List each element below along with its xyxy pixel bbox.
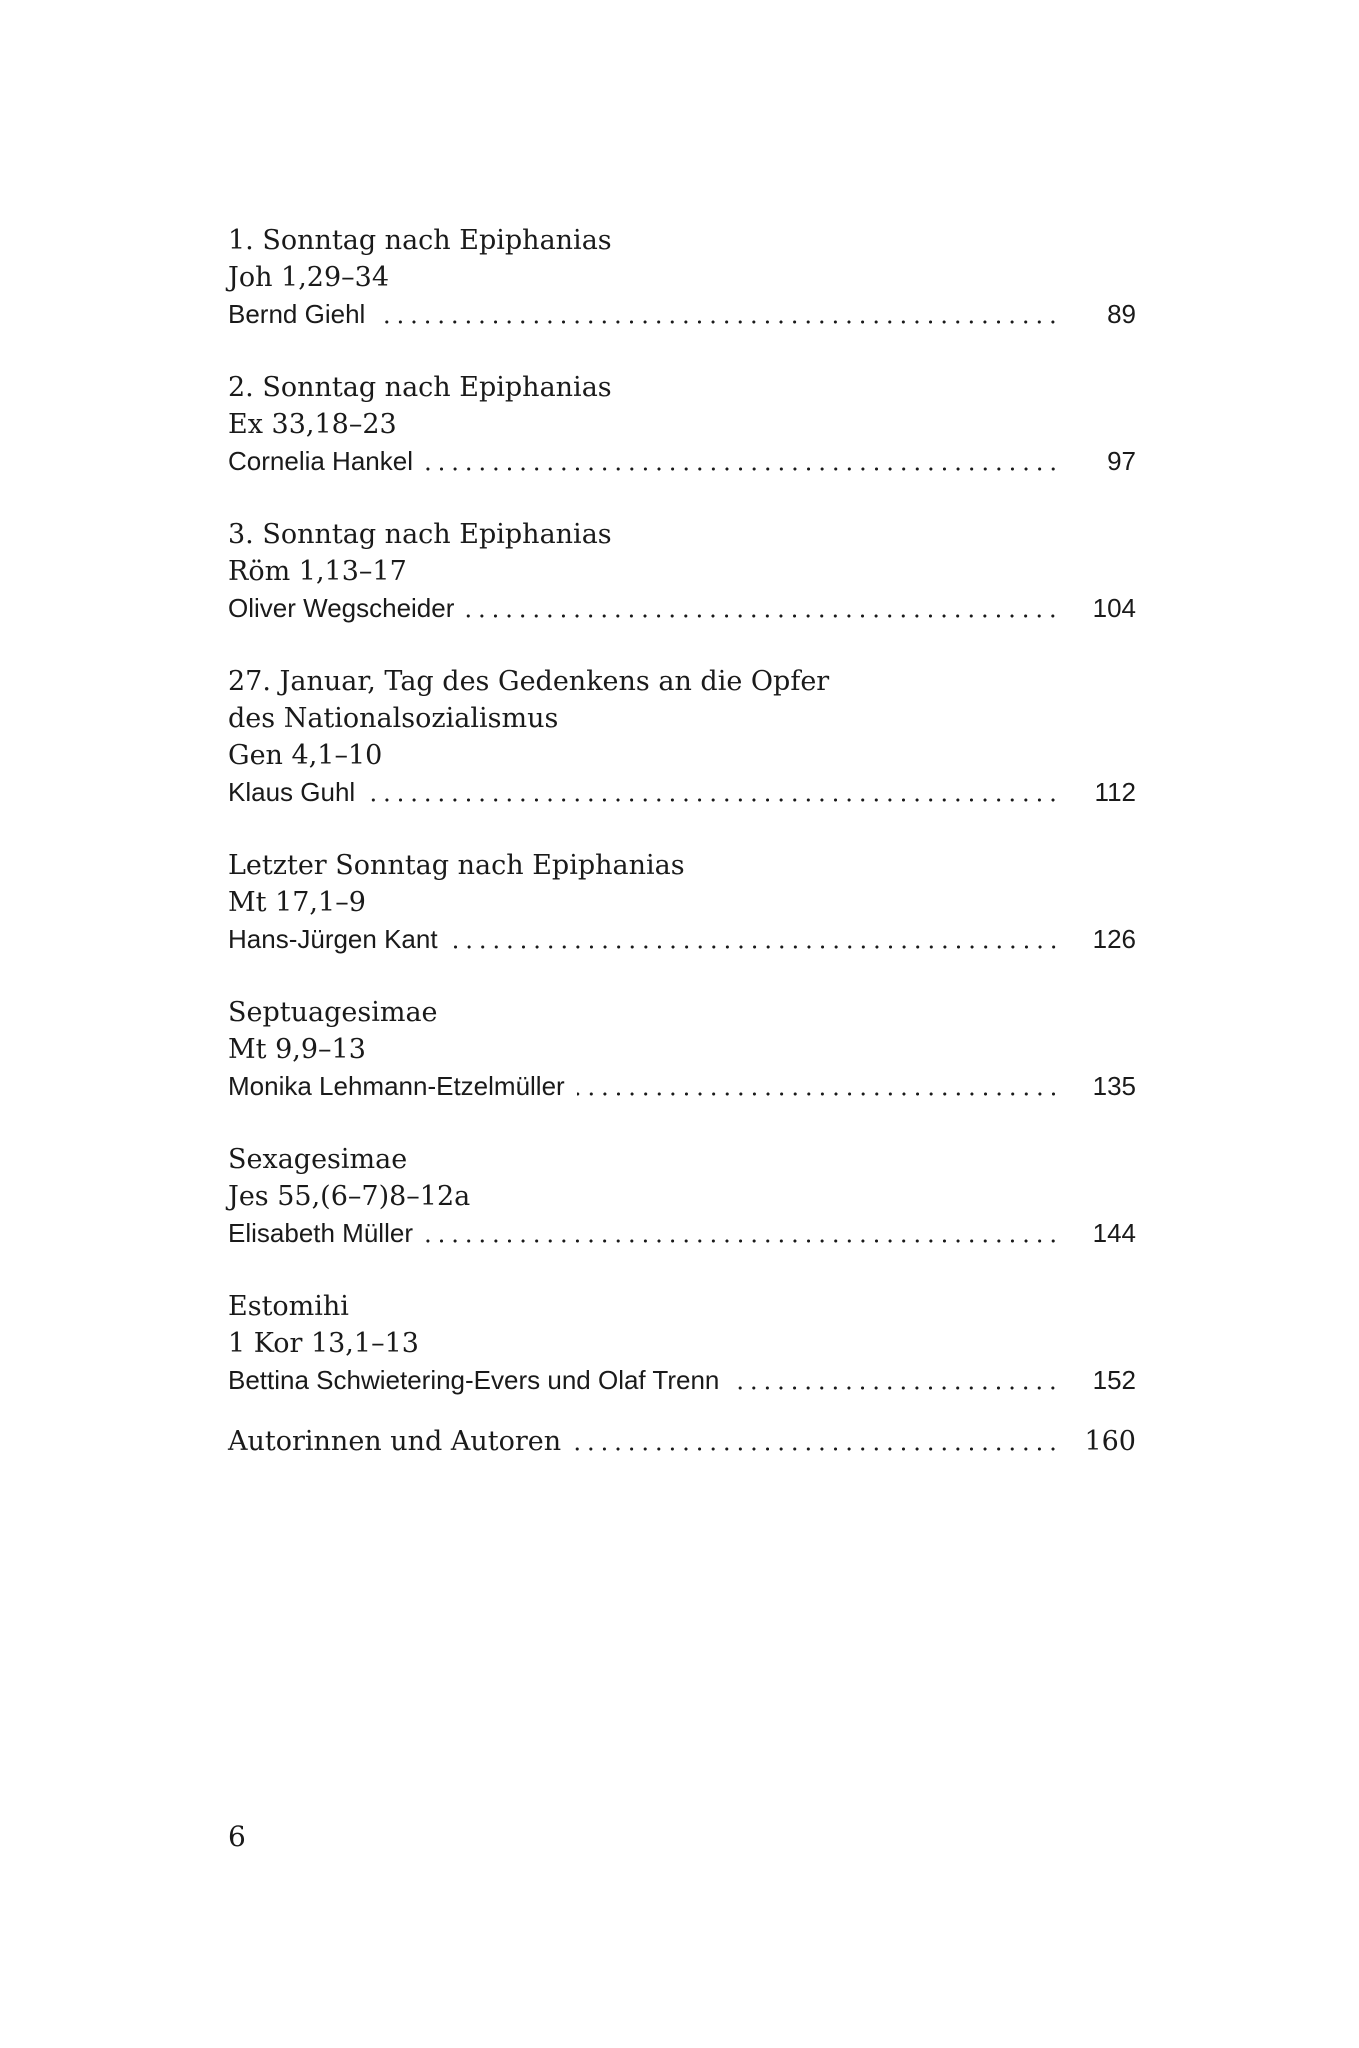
dot-leader	[577, 1092, 1060, 1096]
author-name: Monika Lehmann-Etzelmüller	[228, 1071, 565, 1101]
author-name: Bernd Giehl	[228, 299, 366, 329]
toc-entry	[228, 516, 1136, 627]
entry-title: Letzter Sonntag nach Epiphanias	[228, 850, 685, 881]
page-reference: 89	[1107, 299, 1136, 329]
bible-reference: Ex 33,18–23	[228, 409, 397, 440]
dot-leader	[367, 798, 1060, 802]
page-number: 6	[228, 1820, 246, 1853]
entry-title: Sexagesimae	[228, 1144, 408, 1175]
page-reference: 126	[1092, 924, 1136, 954]
toc-entry	[228, 369, 1136, 480]
bible-reference: 1 Kor 13,1–13	[228, 1328, 419, 1359]
table-of-contents	[228, 222, 1136, 1460]
author-name: Klaus Guhl	[228, 777, 356, 807]
dot-leader	[450, 945, 1060, 949]
bible-reference: Joh 1,29–34	[228, 262, 390, 293]
page-reference: 112	[1094, 777, 1136, 807]
page-reference: 97	[1107, 446, 1136, 476]
dot-leader	[466, 614, 1060, 618]
entry-title: 2. Sonntag nach Epiphanias	[228, 372, 612, 403]
entry-title: 3. Sonntag nach Epiphanias	[228, 519, 612, 550]
toc-entry	[228, 1141, 1136, 1252]
author-row	[228, 1215, 1136, 1252]
toc-entry	[228, 663, 1136, 811]
author-name: Cornelia Hankel	[228, 446, 413, 476]
entry-title: Estomihi	[228, 1291, 349, 1322]
entry-title: 27. Januar, Tag des Gedenkens an die Opfer	[228, 666, 830, 697]
author-row	[228, 921, 1136, 958]
page-reference: 104	[1092, 593, 1136, 623]
entry-title: 1. Sonntag nach Epiphanias	[228, 225, 612, 256]
closing-entry-title: Autorinnen und Autoren	[228, 1426, 562, 1457]
author-name: Hans-Jürgen Kant	[228, 924, 438, 954]
author-row	[228, 590, 1136, 627]
entry-title-continued: des Nationalsozialismus	[228, 703, 559, 734]
dot-leader	[425, 1239, 1060, 1243]
dot-leader	[731, 1386, 1060, 1390]
author-name: Elisabeth Müller	[228, 1218, 413, 1248]
toc-entry	[228, 222, 1136, 333]
toc-entry	[228, 847, 1136, 958]
bible-reference: Röm 1,13–17	[228, 556, 407, 587]
closing-entry	[228, 1423, 1136, 1460]
author-row	[228, 443, 1136, 480]
author-row	[228, 774, 1136, 811]
page-reference: 152	[1092, 1365, 1136, 1395]
page-reference: 135	[1092, 1071, 1136, 1101]
toc-entry	[228, 1288, 1136, 1399]
author-row	[228, 1362, 1136, 1399]
author-row	[228, 1068, 1136, 1105]
page-reference: 160	[1084, 1426, 1136, 1457]
bible-reference: Jes 55,(6–7)8–12a	[228, 1181, 471, 1212]
author-row	[228, 296, 1136, 333]
bible-reference: Mt 9,9–13	[228, 1034, 366, 1065]
author-name: Bettina Schwietering-Evers und Olaf Trenn	[228, 1365, 720, 1395]
dot-leader	[425, 467, 1060, 471]
author-name: Oliver Wegscheider	[228, 593, 455, 623]
toc-entry	[228, 994, 1136, 1105]
page-reference: 144	[1092, 1218, 1136, 1248]
bible-reference: Mt 17,1–9	[228, 887, 366, 918]
entry-title: Septuagesimae	[228, 997, 438, 1028]
bible-reference: Gen 4,1–10	[228, 740, 383, 771]
dot-leader	[377, 320, 1060, 324]
dot-leader	[573, 1447, 1060, 1451]
